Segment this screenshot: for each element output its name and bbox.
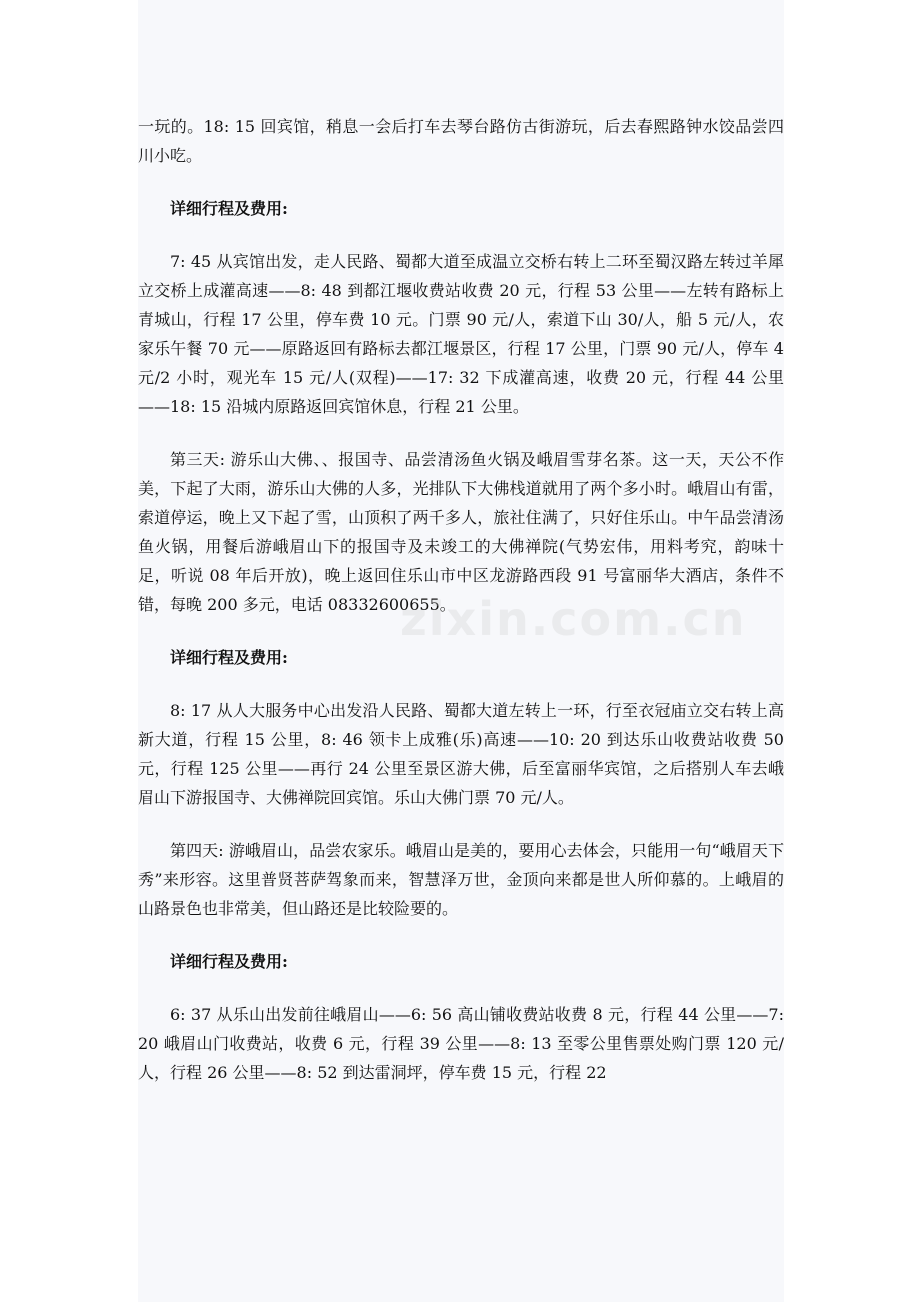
paragraph-day3-overview: 第三天: 游乐山大佛、、报国寺、品尝清汤鱼火锅及峨眉雪芽名茶。这一天，天公不作美，下起了大雨，游乐山大佛的人多，光排队下大佛栈道就用了两个多小时。峨眉山有雷，索道停运，晚上又下起了雪，山顶积了两千多人，旅社住满了，只好住乐山。中午品尝清汤鱼火锅，用餐后游峨眉山下的报国寺及未竣工的大佛禅院(气势宏伟，用料考究，韵味十足，听说 08 年后开放)，晚上返回住乐山市中区龙游路西段 91 号富丽华大酒店，条件不错，每晚 200 多元，电话 08332600655。	[138, 450, 784, 614]
section-heading-itinerary-day2: 详细行程及费用:	[170, 199, 288, 218]
section-heading-itinerary-day3: 详细行程及费用:	[170, 648, 288, 667]
paragraph-day4-details: 6: 37 从乐山出发前往峨眉山——6: 56 高山铺收费站收费 8 元，行程 44 公里——7: 20 峨眉山门收费站，收费 6 元，行程 39 公里——8: 13 至零公里售票处购门票 120 元/人，行程 26 公里——8: 52 到达雷洞坪，停车费 15 元，行程 22	[138, 1005, 784, 1082]
paragraph-day3-details: 8: 17 从人大服务中心出发沿人民路、蜀都大道左转上一环，行至衣冠庙立交右转上高新大道，行程 15 公里，8: 46 领卡上成雅(乐)高速——10: 20 到达乐山收费站收费 50 元，行程 125 公里——再行 24 公里至景区游大佛，后至富丽华宾馆，之后搭别人车去峨眉山下游报国寺、大佛禅院回宾馆。乐山大佛门票 70 元/人。	[138, 701, 784, 807]
document-body	[138, 112, 784, 1111]
watermark: zixin.com.cn	[400, 592, 747, 646]
paragraph-day2-details: 7: 45 从宾馆出发，走人民路、蜀都大道至成温立交桥右转上二环至蜀汉路左转过羊犀立交桥上成灌高速——8: 48 到都江堰收费站收费 20 元，行程 53 公里——左转有路标上青城山，行程 17 公里，停车费 10 元。门票 90 元/人，索道下山 30/人，船 5 元/人，农家乐午餐 70 元——原路返回有路标去都江堰景区，行程 17 公里，门票 90 元/人，停车 4 元/2 小时，观光车 15 元/人(双程)——17: 32 下成灌高速，收费 20 元，行程 44 公里——18: 15 沿城内原路返回宾馆休息，行程 21 公里。	[138, 252, 784, 416]
section-heading-itinerary-day4: 详细行程及费用:	[170, 952, 288, 971]
paragraph-day2-evening: 一玩的。18: 15 回宾馆，稍息一会后打车去琴台路仿古街游玩，后去春熙路钟水饺品尝四川小吃。	[138, 117, 784, 165]
paragraph-day4-overview: 第四天: 游峨眉山，品尝农家乐。峨眉山是美的，要用心去体会，只能用一句“峨眉天下秀”来形容。这里普贤菩萨驾象而来，智慧泽万世，金顶向来都是世人所仰慕的。上峨眉的山路景色也非常美，但山路还是比较险要的。	[138, 841, 784, 918]
